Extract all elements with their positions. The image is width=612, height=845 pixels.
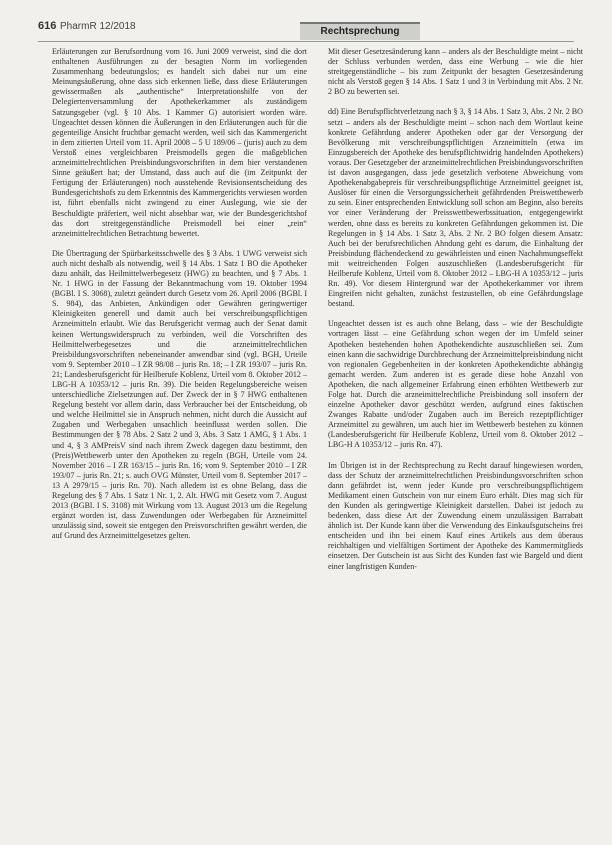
paragraph: Mit dieser Gesetzesänderung kann – anders als der Beschuldigte meint – nicht der Schluss verbunden werden, dass eine Werbung – wie die hier streitgegenständliche – bis zum Zeitpunkt der besagten Gesetzesänderung nicht als Verstoß gegen § 14 Abs. 1 Satz 1 und 3 in Verbindung mit Abs. 2 Nr. 2 BO zu bewerten sei.: [328, 47, 583, 97]
page-number: 616: [38, 20, 57, 32]
paragraph: Ungeachtet dessen ist es auch ohne Belang, dass – wie der Beschuldigte vortragen lässt – eine Gefährdung schon wegen der im Umfeld seiner Apotheken bestehenden hohen Apothekendichte auszuschließen sei. Zum einen kann die sachwidrige Durchbrechung der Arzneimittelpreisbindung nicht von regionalen Gegebenheiten in der konkreten Apothekendichte abhängig gemacht werden. Zum anderen ist es gerade diese hohe Anzahl von Apotheken, die nach allgemeiner Erfahrung einen erhöhten Wettbewerb zur Folge hat. Durch die arzneimittelrechtliche Preisbindung soll insofern der einzelne Apotheker davor geschützt werden, aufgrund eines faktischen Zwanges Rabatte und/oder Zugaben auch im Bereich rezeptpflichtiger Arzneimittel zu gewähren, um auch hier im Wettbewerb bestehen zu können (Landesberufsgericht für Heilberufe Koblenz, Urteil vom 8. Oktober 2012 – LBG-H A 10353/12 – juris Rn. 47).: [328, 319, 583, 450]
paragraph: dd) Eine Berufspflichtverletzung nach § 3, § 14 Abs. 1 Satz 3, Abs. 2 Nr. 2 BO setzt – anders als der Beschuldigte meint – schon nach dem Wortlaut keine konkrete Gefährdung anderer Apotheken oder gar der Versorgung der Bevölkerung mit verschreibungspflichtigen Arzneimitteln (etwa im Einzugsbereich der Apotheke des berufspflichtwidrig handelnden Apothekers) voraus. Der Gesetzgeber der arzneimittelrechtlichen Preisbindungsvorschriften ist davon ausgegangen, dass jede gesetzlich verbotene Abweichung vom Apothekenabgabepreis für verschreibungspflichtige Arzneimittel geeignet ist, Auslöser für einen die Versorgungssicherheit gefährdenden Preiswettbewerb zu sein. Einer entsprechenden Entwicklung soll schon am Beginn, also bereits vor einer Veränderung der Preisswettbewerbssituation, entgegengewirkt werden, ohne dass es bereits zu konkreten Gefährdungen gekommen ist. Die Regelungen in § 14 Abs. 1 Satz 3, Abs. 2 Nr. 2 BO folgen diesem Ansatz: Auch bei der berufsrechtlichen Ahndung geht es darum, die Einhaltung der Preisbindung flächendeckend zu gewährleisten und einen Nachahmungseffekt mit weitreichenden Folgen auszuschließen (Landesberufsgericht für Heilberufe Koblenz, Urteil vom 8. Oktober 2012 – LBG-H A 10353/12 – juris Rn. 49). Vor diesem Hintergrund war der Apothekerkammer vor ihrem Eingreifen nicht gehalten, zunächst festzustellen, ob eine Gefährdungslage bestand.: [328, 107, 583, 309]
paragraph: Erläuterungen zur Berufsordnung vom 16. Juni 2009 verweist, sind die dort enthaltenen Ausführungen zu der besagten Norm im vorliegenden Zusammenhang bedeutungslos; es handelt sich dabei nur um eine Meinungsäußerung, ohne dass sich erkennen ließe, dass diese Erläuterungen gewissermaßen als „authentische“ Interpretationshilfe von der Delegiertenversammlung der Apothekerkammer als zuständigem Satzungsgeber (vgl. § 10 Abs. 1 Kammer G) autorisiert worden wäre. Ungeachtet dessen können die Äußerungen in den Erläuterungen auch für die gegenteilige Ansicht fruchtbar gemacht werden, weil sich das Kammergericht in dem zitierten Urteil vom 11. April 2008 – 5 U 189/06 – (juris) auch zu dem Verstoß eines vergleichbaren Preismodells gegen die maßgeblichen arzneimittelrechtlichen Preisbindungsvorschriften in dem hier verstandenen Sinne geäußert hat; der Umstand, dass auch auf die (im Zeitpunkt der Fertigung der Erläuterungen) noch ausstehende Revisionsentscheidung des Bundesgerichtshofs zu dem Erkenntnis des Kammergerichts verwiesen worden ist, führt ebenfalls nicht zwingend zu einer Auslegung, wie sie der Beschuldigte präferiert, weil nicht absehbar war, wie der Bundesgerichtshof das dort streitgegenständliche Preismodell bei einer „rein“ arzneimittelrechtlichen Betrachtung bewertet.: [52, 47, 307, 238]
paragraph: Im Übrigen ist in der Rechtsprechung zu Recht darauf hingewiesen worden, dass der Schutz der arzneimittelrechtlichen Preisbindungsvorschriften schon dann gefährdet ist, wenn jeder Kunde pro verschreibungspflichtigem Medikament einen Gutschein von nur einem Euro erhält. Dies mag sich für den Kunden als geringwertige Kleinigkeit darstellen. Dabei ist jedoch zu bedenken, dass diese Art der Zuwendung einem unzulässigen Barrabatt ähnlich ist. Der Kunde kann über die Verwendung des Einkaufsgutscheins frei entscheiden und ihn bei einem Kauf eines Artikels aus dem überaus reichhaltigen und vielfältigen Sortiment der Apotheke des Kammermitglieds einsetzen. Der Gutschein ist aus Sicht des Kunden fast wie Bargeld und dient einer langfristigen Kunden-: [328, 460, 583, 571]
paragraph: Die Übertragung der Spürbarkeitsschwelle des § 3 Abs. 1 UWG verweist sich auch nicht deshalb als notwendig, weil § 14 Abs. 1 Satz 1 BO die Apotheker dazu anhält, das Heilmittelwerbegesetz (HWG) zu beachten, und § 7 Abs. 1 Nr. 1 HWG in der Fassung der Bekanntmachung vom 19. Oktober 1994 (BGBl. I S. 3068), zuletzt geändert durch Gesetz vom 26. April 2006 (BGBl. I S. 984), das Anbieten, Ankündigen oder Gewähren geringwertiger Kleinigkeiten generell und damit auch bei verschreibungspflichtigen Arzneimitteln erlaubt. Wie das Berufsgericht vermag auch der Senat damit keinen Wertungswiderspruch zu verbinden, weil die Vorschriften des Heilmittelwerbegesetzes und die arzneimittelrechtlichen Preisbildungsvorschriften nebeneinander anwendbar sind (vgl. BGH, Urteile vom 9. September 2010 – I ZR 98/08 – juris Rn. 18; – I ZR 193/07 – juris Rn. 21; Landesberufsgericht für Heilberufe Koblenz, Urteil vom 8. Oktober 2012 – LBG-H A 10353/12 – juris Rn. 39). Die beiden Regelungsbereiche weisen unterschiedliche Zielsetzungen auf. Der Zweck der in § 7 HWG enthaltenen Regelung besteht vor allem darin, dass Verbraucher bei der Entscheidung, ob und welche Heilmittel sie in Anspruch nehmen, nicht durch die Aussicht auf Zugaben und Werbegaben unsachlich beeinflusst werden sollen. Die Bestimmungen der § 78 Abs. 2 Satz 2 und 3, Abs. 3 Satz 1 AMG, § 1 Abs. 1 und 4, § 3 AMPreisV sind nach ihrem Zweck dagegen dazu bestimmt, den (Preis)Wettbewerb unter den Apotheken zu regeln (BGH, Urteile vom 24. November 2016 – I ZR 163/15 – juris Rn. 16; vom 9. September 2010 – I ZR 193/07 – juris Rn. 21; s. auch OVG Münster, Urteil vom 8. September 2017 – 13 A 2979/15 – juris Rn. 70). Nach alledem ist es ohne Belang, dass die Regelung des § 7 Abs. 1 Satz 1 Nr. 1, 2. Alt. HWG mit Gesetz vom 7. August 2013 (BGBl. I S. 3108) mit Wirkung vom 13. August 2013 um die Regelung ergänzt worden ist, dass Zuwendungen oder Werbegaben für Arzneimittel unzulässig sind, soweit sie entgegen den Preisvorschriften gewährt werden, die auf Grund des Arzneimittelgesetzes gelten.: [52, 248, 307, 541]
section-label: Rechtsprechung: [300, 22, 420, 40]
journal-citation: PharmR 12/2018: [60, 21, 136, 32]
left-column: [52, 47, 307, 837]
right-column: [328, 47, 583, 837]
header-rule: [38, 41, 574, 42]
page-header: [38, 17, 574, 39]
